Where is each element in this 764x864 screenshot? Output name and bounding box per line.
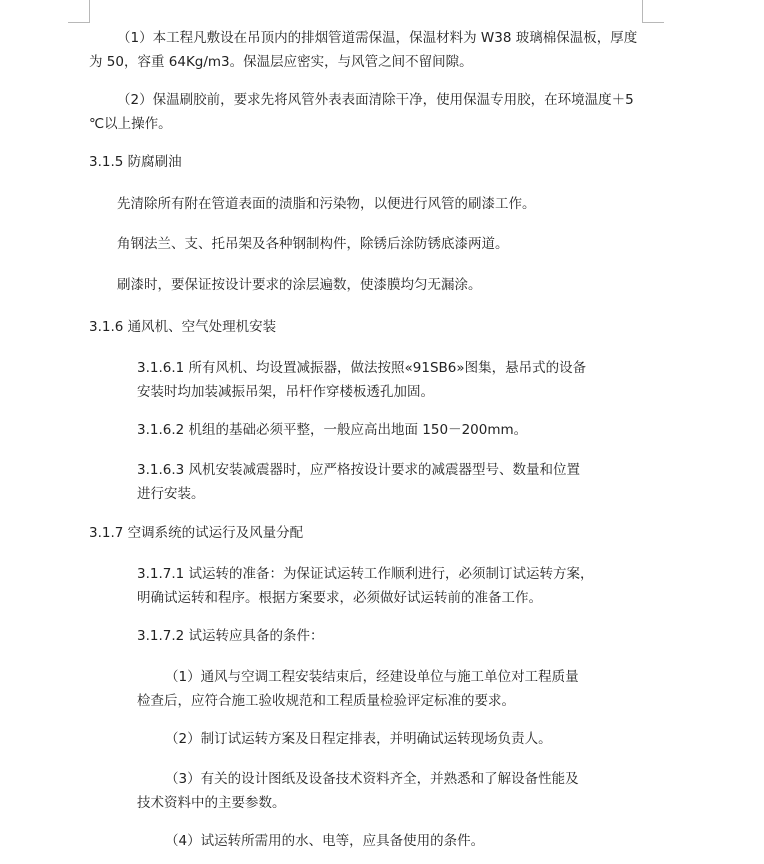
heading-text: 3.1.7 空调系统的试运行及风量分配 [89, 525, 304, 541]
text-line: （2）制订试运转方案及日程定排表，并明确试运转现场负责人。 [165, 731, 552, 747]
heading-text: 3.1.5 防腐刷油 [89, 154, 182, 170]
crop-mark-left [89, 0, 90, 22]
text-line: （3）有关的设计图纸及设备技术资料齐全，并熟悉和了解设备性能及 [165, 771, 579, 787]
paragraph-condition-4 [165, 829, 484, 853]
text-line: 3.1.7.2 试运转应具备的条件： [137, 628, 324, 644]
text-line: 3.1.6.2 机组的基础必须平整，一般应高出地面 150－200mm。 [137, 422, 528, 438]
paragraph-condition-1 [137, 665, 579, 713]
text-line: 检查后，应符合施工验收规范和工程质量检验评定标准的要求。 [137, 693, 515, 709]
text-line: （1）本工程凡敷设在吊顶内的排烟管道需保温，保温材料为 W38 玻璃棉保温板，厚度 [117, 30, 638, 46]
paragraph-condition-3 [137, 767, 579, 815]
paragraph-angle-steel [117, 232, 509, 256]
heading-text: 3.1.6 通风机、空气处理机安装 [89, 319, 277, 335]
paragraph-3-1-7-1 [137, 562, 594, 610]
crop-mark-left-horizontal [68, 22, 90, 23]
paragraph-condition-2 [165, 727, 552, 751]
text-line: 进行安装。 [137, 486, 205, 502]
paragraph-painting [117, 273, 482, 297]
paragraph-cleaning [117, 192, 536, 216]
text-line: 3.1.6.3 风机安装减震器时，应严格按设计要求的减震器型号、数量和位置 [137, 462, 581, 478]
text-line: 角钢法兰、支、托吊架及各种钢制构件，除锈后涂防锈底漆两道。 [117, 236, 509, 252]
crop-mark-right-horizontal [642, 22, 664, 23]
paragraph-3-1-6-1 [137, 356, 586, 404]
text-line: 安装时均加装减振吊架，吊杆作穿楼板透孔加固。 [137, 384, 434, 400]
heading-3-1-7 [89, 521, 303, 545]
text-line: （1）通风与空调工程安装结束后，经建设单位与施工单位对工程质量 [165, 669, 579, 685]
text-line: （2）保温刷胶前，要求先将风管外表表面清除干净，使用保温专用胶，在环境温度＋5 [117, 92, 634, 108]
heading-3-1-5 [89, 150, 182, 174]
text-line: 先清除所有附在管道表面的渍脂和污染物，以便进行风管的刷漆工作。 [117, 196, 536, 212]
paragraph-3-1-7-2 [137, 624, 324, 648]
heading-3-1-6 [89, 315, 276, 339]
text-line: 明确试运转和程序。根据方案要求，必须做好试运转前的准备工作。 [137, 590, 542, 606]
text-line: 技术资料中的主要参数。 [137, 795, 286, 811]
text-line: （4）试运转所需用的水、电等，应具备使用的条件。 [165, 833, 485, 849]
crop-mark-right [642, 0, 643, 22]
text-line: 为 50，容重 64Kg/m3。保温层应密实，与风管之间不留间隙。 [89, 54, 473, 70]
text-line: 3.1.6.1 所有风机、均设置减振器，做法按照«91SB6»图集，悬吊式的设备 [137, 360, 587, 376]
text-line: 3.1.7.1 试运转的准备：为保证试运转工作顺利进行，必须制订试运转方案， [137, 566, 594, 582]
paragraph-insulation-material [89, 26, 637, 74]
paragraph-3-1-6-3 [137, 458, 580, 506]
text-line: ℃以上操作。 [89, 116, 172, 132]
paragraph-glue-procedure [89, 88, 634, 136]
paragraph-3-1-6-2 [137, 418, 527, 442]
text-line: 刷漆时，要保证按设计要求的涂层遍数，使漆膜均匀无漏涂。 [117, 277, 482, 293]
